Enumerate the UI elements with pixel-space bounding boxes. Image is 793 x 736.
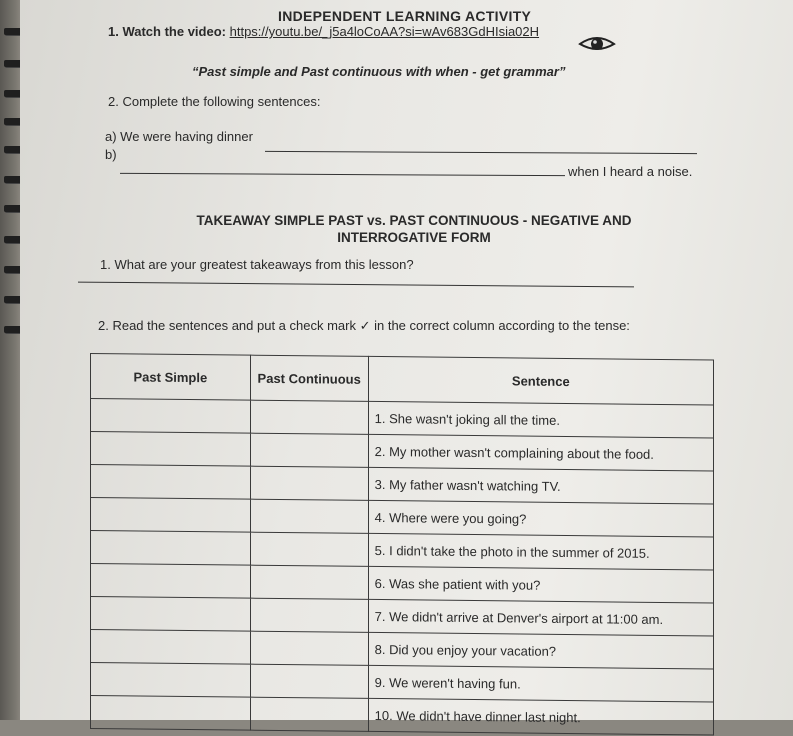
sentence-b-ending: when I heard a noise. xyxy=(568,164,693,179)
table-header-row xyxy=(91,354,714,406)
past-continuous-check-cell[interactable] xyxy=(250,499,368,533)
past-continuous-check-cell[interactable] xyxy=(250,400,368,434)
tense-table xyxy=(90,353,714,736)
answer-line-b[interactable] xyxy=(120,173,565,176)
video-question xyxy=(108,24,539,39)
past-continuous-check-cell[interactable] xyxy=(250,565,368,599)
takeaways-answer-line[interactable] xyxy=(78,282,634,288)
sentence-cell: 9. We weren't having fun. xyxy=(368,665,713,702)
page-title: INDEPENDENT LEARNING ACTIVITY xyxy=(278,8,532,24)
past-continuous-check-cell[interactable] xyxy=(250,598,368,632)
sentence-cell: 7. We didn't arrive at Denver's airport at 11:00 am. xyxy=(368,599,713,636)
past-simple-check-cell[interactable] xyxy=(91,399,251,434)
check-mark-instruction: 2. Read the sentences and put a check mark ✓ in the correct column according to the tense: xyxy=(98,318,630,333)
past-simple-check-cell[interactable] xyxy=(91,597,251,632)
past-simple-check-cell[interactable] xyxy=(91,630,251,665)
sentence-cell: 3. My father wasn't watching TV. xyxy=(368,467,713,504)
sentence-cell: 2. My mother wasn't complaining about the food. xyxy=(368,434,713,471)
sentence-cell: 8. Did you enjoy your vacation? xyxy=(368,632,713,669)
table-row xyxy=(91,696,714,736)
takeaways-question: 1. What are your greatest takeaways from this lesson? xyxy=(100,257,414,272)
past-simple-check-cell[interactable] xyxy=(91,696,251,731)
video-question-label: 1. Watch the video: xyxy=(108,24,226,39)
video-link[interactable]: https://youtu.be/_j5a4loCoAA?si=wAv683GdHIsia02H xyxy=(229,24,540,39)
past-simple-check-cell[interactable] xyxy=(91,564,251,599)
answer-line-a[interactable] xyxy=(265,151,697,154)
past-simple-check-cell[interactable] xyxy=(91,498,251,533)
sentence-cell: 10. We didn't have dinner last night. xyxy=(368,698,713,735)
sentence-cell: 5. I didn't take the photo in the summer of 2015. xyxy=(368,533,713,570)
past-continuous-check-cell[interactable] xyxy=(250,631,368,665)
section-heading: TAKEAWAY SIMPLE PAST vs. PAST CONTINUOUS - NEGATIVE AND INTERROGATIVE FORM xyxy=(196,213,632,245)
past-continuous-check-cell[interactable] xyxy=(250,466,368,500)
sentence-cell: 4. Where were you going? xyxy=(368,500,713,537)
sentence-cell: 6. Was she patient with you? xyxy=(368,566,713,603)
past-simple-check-cell[interactable] xyxy=(91,432,251,467)
sentence-cell: 1. She wasn't joking all the time. xyxy=(368,401,713,438)
header-past-simple: Past Simple xyxy=(91,354,251,401)
complete-sentences-instruction: 2. Complete the following sentences: xyxy=(108,94,321,109)
header-sentence: Sentence xyxy=(368,356,713,405)
past-simple-check-cell[interactable] xyxy=(91,465,251,500)
past-simple-check-cell[interactable] xyxy=(91,531,251,566)
eye-icon xyxy=(578,35,616,53)
past-continuous-check-cell[interactable] xyxy=(250,664,368,698)
past-continuous-check-cell[interactable] xyxy=(250,697,368,731)
video-title: “Past simple and Past continuous with when - get grammar” xyxy=(192,64,566,79)
past-continuous-check-cell[interactable] xyxy=(250,532,368,566)
sentence-a: a) We were having dinner xyxy=(105,129,253,144)
sentence-b-label: b) xyxy=(105,147,117,162)
header-past-continuous: Past Continuous xyxy=(250,355,368,401)
past-continuous-check-cell[interactable] xyxy=(250,433,368,467)
worksheet-page xyxy=(20,0,793,725)
past-simple-check-cell[interactable] xyxy=(91,663,251,698)
